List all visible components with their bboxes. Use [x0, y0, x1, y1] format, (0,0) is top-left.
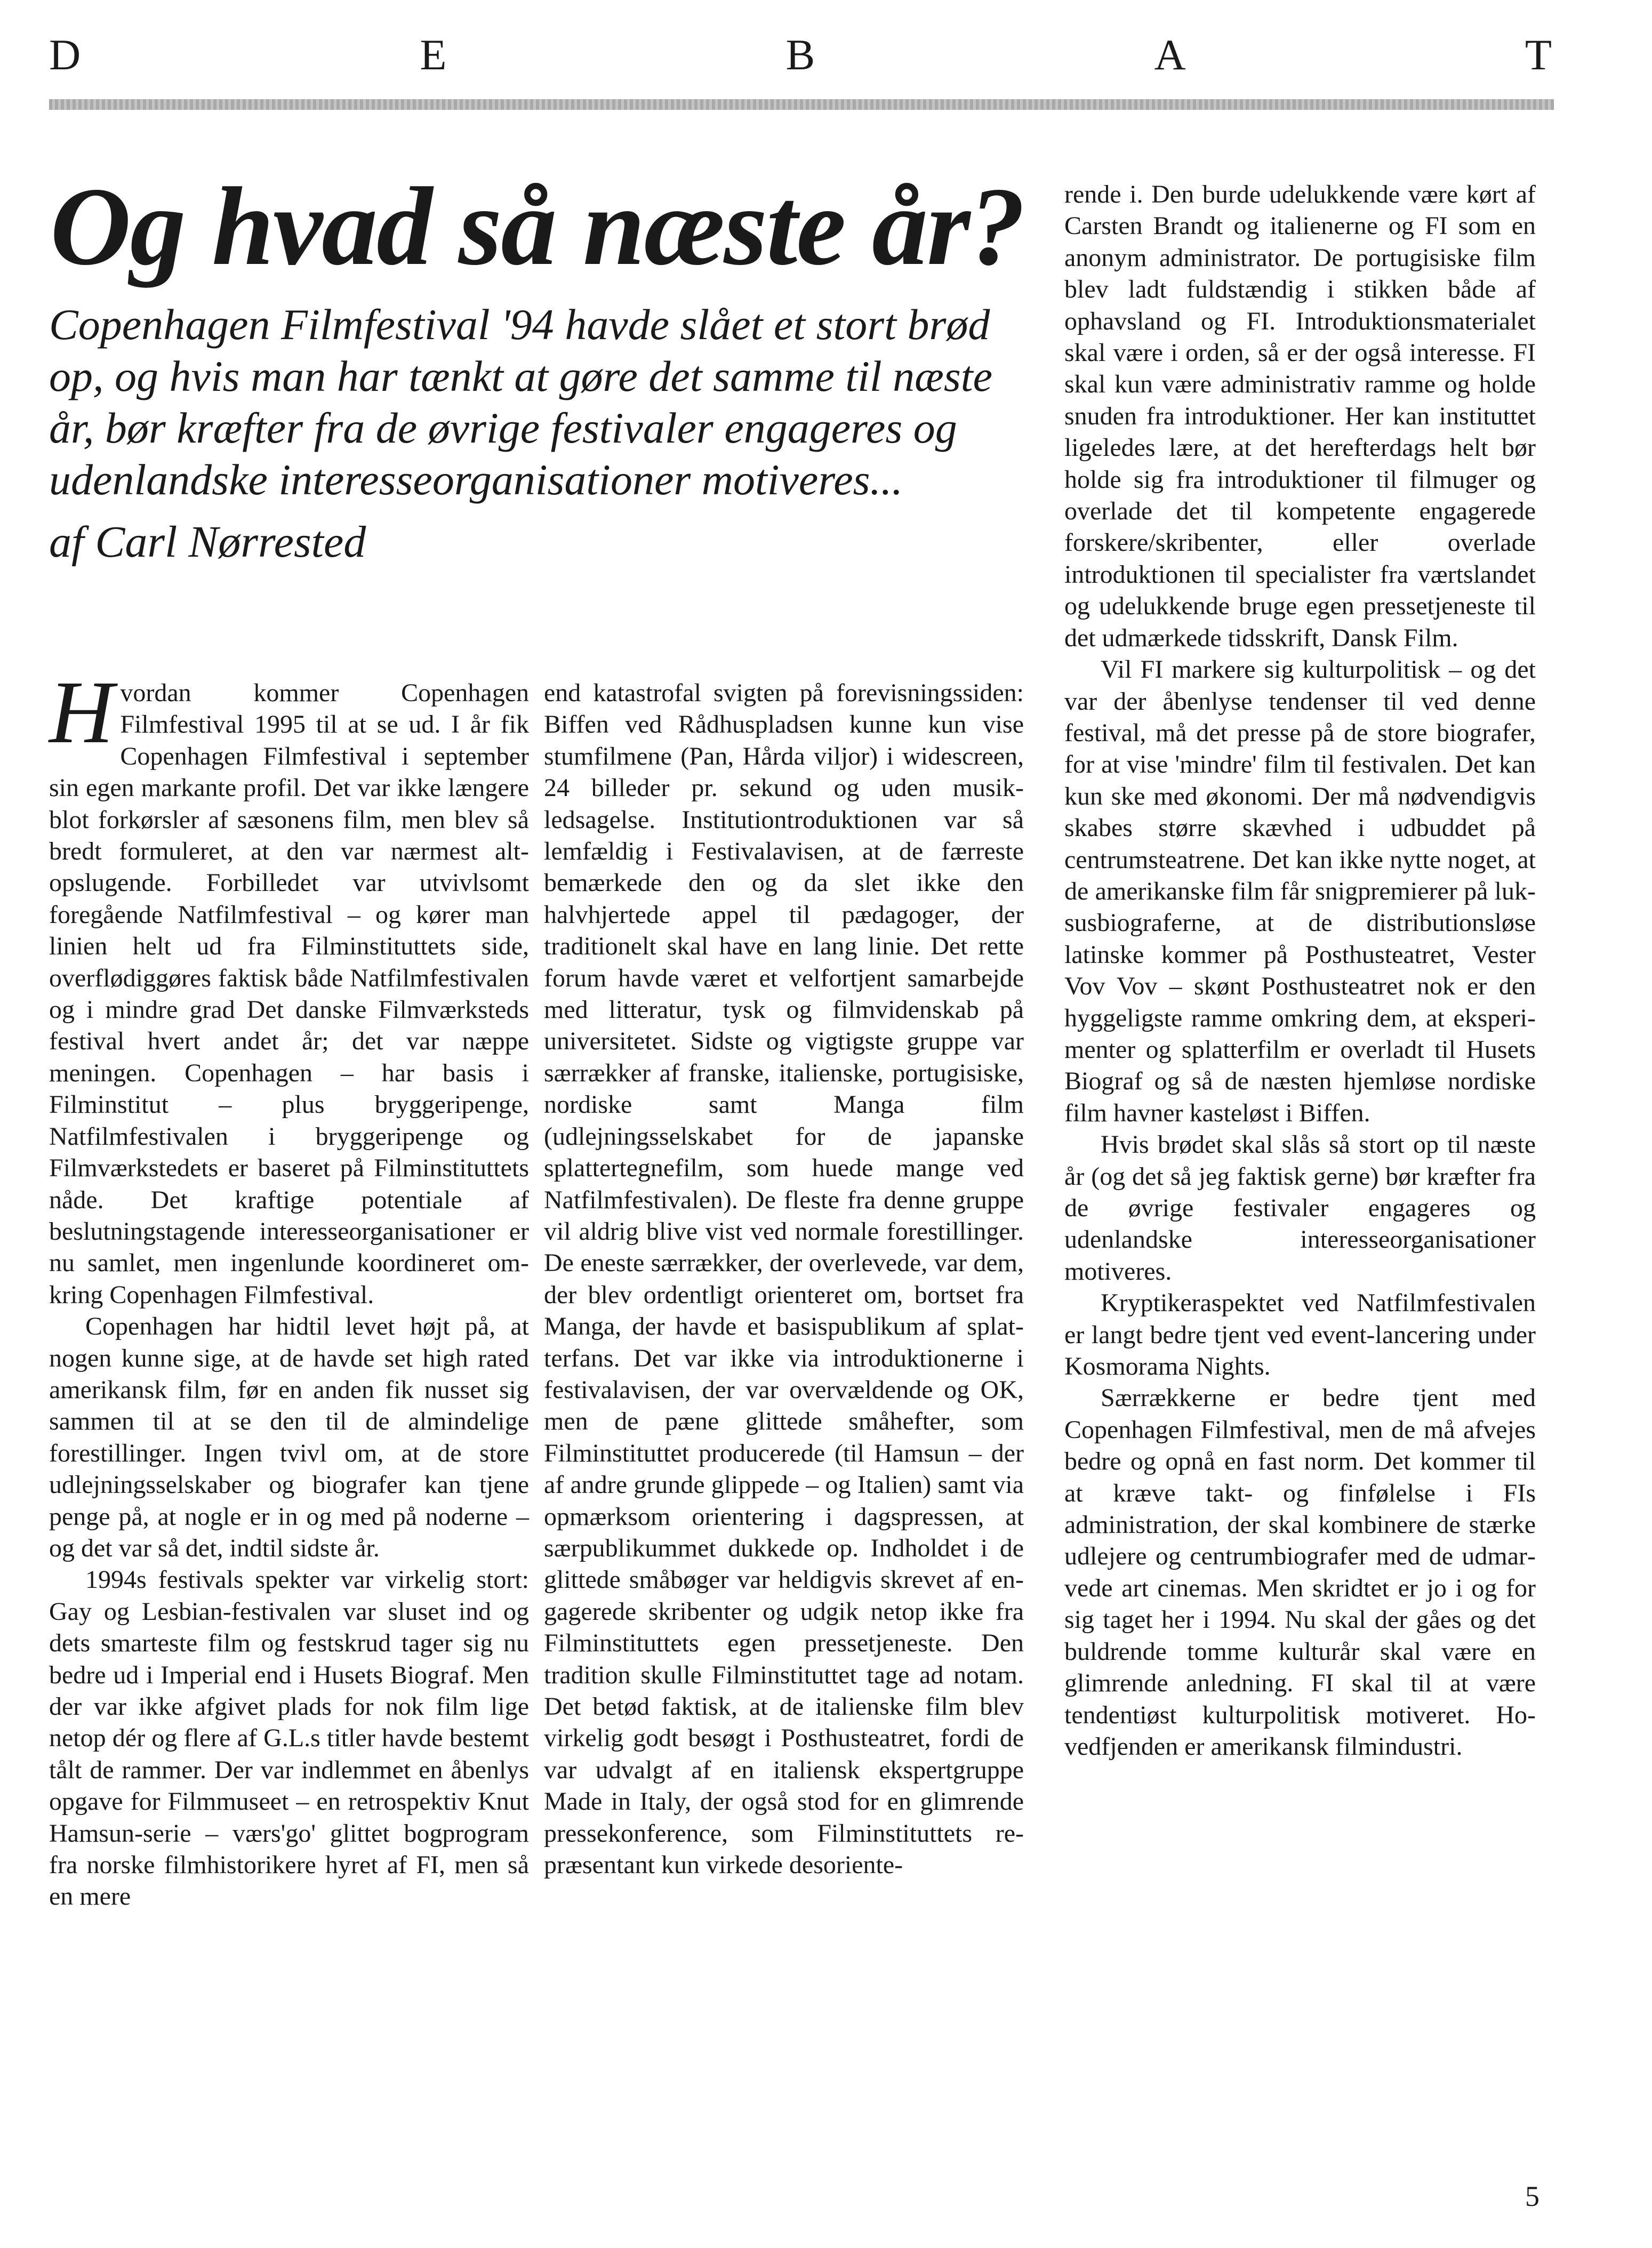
paragraph: rende i. Den burde udelukkende være kørt af Carsten Brandt og italienerne og FI som en anonym administrator. De portugisiske film blev ladt fuldstændig i stikken både af ophavsland og FI. Introduktionsmaterialet skal være i orden, så er der også interesse. FI skal kun være administrativ ramme og holde snuden fra introduktioner. Her kan instituttet ligeledes lære, at det herefterdags helt bør holde sig fra introduktioner til filmuger og overlade det til kompetente engagerede forskere/skribenter, eller overlade introduktionen til specialister fra værtslandet og udelukkende bruge egen pressetjeneste til det udmærkede tidsskrift, Dansk Film. — [1064, 180, 1536, 652]
paragraph: Copenhagen har hidtil levet højt på, at nogen kunne sige, at de havde set high rated amerikansk film, før en anden fik nusset sig sammen til at se den til de almindelige forestillinger. Ingen tvivl om, at de store udlejningsselskaber og biografer kan tjene penge på, at nogle er in og med på noderne – og det var så det, indtil sidste år. — [49, 1312, 529, 1562]
page-number: 5 — [1525, 2180, 1539, 2212]
section-header — [49, 30, 1553, 79]
drop-cap: H — [49, 663, 114, 762]
section-letter: D — [49, 30, 82, 79]
header-rule — [49, 99, 1554, 110]
text-column-2 — [544, 677, 1024, 1881]
section-letter: T — [1525, 30, 1553, 79]
section-letter: A — [1154, 30, 1187, 79]
section-letter: B — [785, 30, 816, 79]
section-letter: E — [420, 30, 448, 79]
paragraph: Kryptikeraspektet ved Natfilmfestivalen er langt bedre tjent ved event-lancering under Kosmorama Nights. — [1064, 1289, 1536, 1381]
paragraph-text: vordan kommer Copenhagen Filmfestival 1995 til at se ud. I år fik Copenhagen Filmfestival i september sin egen markante profil. Det var ikke længere blot forkørsler af sæsonens film, men blev så bredt formuleret, at den var nærmest altopslugende. Forbilledet var utvivlsomt foregående Natfilmfestival – og kører man linien helt ud fra Filminstituttets side, overflødiggøres faktisk både Natfilmfestivalen og i mindre grad Det danske Filmværksteds festival hvert andet år; det var næppe meningen. Copenhagen – har basis i Filminstitut – plus bryggeripenge, Natfilmfestivalen i bryggeripenge og Filmværkstedets er baseret på Filminstituttets nåde. Det kraftige potentiale af beslutningstagende interesseorganisationer er nu samlet, men ingenlunde koordineret omkring Copenhagen Filmfestival. — [49, 679, 529, 1309]
article-title: Og hvad så næste år? — [50, 165, 1024, 288]
paragraph: Hvis brødet skal slås så stort op til næste år (og det så jeg faktisk gerne) bør kræfter fra de øvrige festivaler engageres og udenlandske interesseorganisationer motiveres. — [1064, 1130, 1536, 1286]
article-byline: af Carl Nørrested — [49, 517, 366, 567]
text-column-3 — [1064, 179, 1536, 1762]
paragraph: end katastrofal svigten på forevisningssiden: Biffen ved Rådhuspladsen kunne kun vise stumfilmene (Pan, Hårda viljor) i widescreen, 24 billeder pr. sekund og uden musikledsagelse. Institutiontroduktionen var så lemfældig i Festivalavisen, at de færreste bemærkede den og da slet ikke den halvhjertede appel til pædagoger, der traditionelt skal have en lang linie. Det rette forum havde været et velfortjent samarbejde med litteratur, tysk og filmvidenskab på universitetet. Sidste og vigtigste gruppe var særrækker af franske, italienske, portugisiske, nordiske samt Manga film (udlejningsselskabet for de japanske splattertegnefilm, som huede mange ved Natfilmfestivalen). De fleste fra denne gruppe vil aldrig blive vist ved normale forestillinger. De eneste særrækker, der overlevede, var dem, der blev ordentligt orienteret om, bortset fra Manga, der havde et basispublikum af splatterfans. Det var ikke via introduktionerne i festivalavisen, der var overvældende og OK, men de pæne glittede småhefter, som Filminstituttet producerede (til Hamsun – der af andre grunde glippede – og Italien) samt via opmærksom orientering i dagspressen, at særpublikummet dukkede op. Indholdet i de glittede småbøger var heldigvis skrevet af engagerede skribenter og udgik netop ikke fra Filminstituttets egen pressetjeneste. Den tradition skulle Filminstituttet tage ad notam. Det betød faktisk, at de italienske film blev virkelig godt besøgt i Posthusteatret, fordi de var udvalgt af en italiensk ekspertgruppe Made in Italy, der også stod for en glimrende pressekonference, som Filminstituttets repræsentant kun virkede desoriente- — [544, 679, 1024, 1880]
paragraph: Vil FI markere sig kulturpolitisk – og det var der åbenlyse tendenser til ved denne festival, må det presse på de store biografer, for at vise 'mindre' film til festivalen. Det kan kun ske med økonomi. Der må nødvendigvis skabes større skævhed i udbuddet på centrumsteatrene. Det kan ikke nytte noget, at de amerikanske film får snigpremierer på luksusbiograferne, at de distributionsløse latinske kommer på Posthusteatret, Vester Vov Vov – skønt Posthusteatret nok er den hyggeligste ramme omkring dem, at eksperimenter og splatterfilm er overladt til Husets Biograf og så de næsten hjemløse nordiske film havner kasteløst i Biffen. — [1064, 655, 1536, 1127]
text-column-1 — [49, 663, 529, 1913]
article-lead — [49, 299, 1030, 505]
paragraph: Særrækkerne er bedre tjent med Copenhagen Filmfestival, men de må afvejes bedre og opnå en fast norm. Det kommer til at kræve takt- og finfølelse i FIs administration, der skal kombinere de stærke udlejere og centrumbiografer med de udmarvede art cinemas. Men skridtet er jo i og for sig taget her i 1994. Nu skal der gåes og det buldrende tomme kulturår skal være en glimrende anledning. FI skal til at være tendentiøst kulturpolitisk motiveret. Hovedfjenden er amerikansk filmindustri. — [1064, 1384, 1536, 1761]
paragraph — [49, 663, 529, 1311]
paragraph: 1994s festivals spekter var virkelig stort: Gay og Lesbian-festivalen var sluset ind og dets smarteste film og festskrud tager sig nu bedre ud i Imperial end i Husets Biograf. Men der var ikke afgivet plads for nok film lige netop dér og flere af G.L.s titler havde bestemt tålt de rammer. Der var indlemmet en åbenlys opgave for Filmmuseet – en retrospektiv Knut Hamsun-serie – værs'go' glittet bogprogram fra norske filmhistorikere hyret af FI, men så en mere — [49, 1565, 529, 1911]
lead-text: Copenhagen Filmfestival '94 havde slået et stort brød op, og hvis man har tænkt at gøre det samme til næste år, bør kræfter fra de øvrige festivaler engageres og udenlandske interesseorganisationer motiveres... — [49, 300, 992, 504]
